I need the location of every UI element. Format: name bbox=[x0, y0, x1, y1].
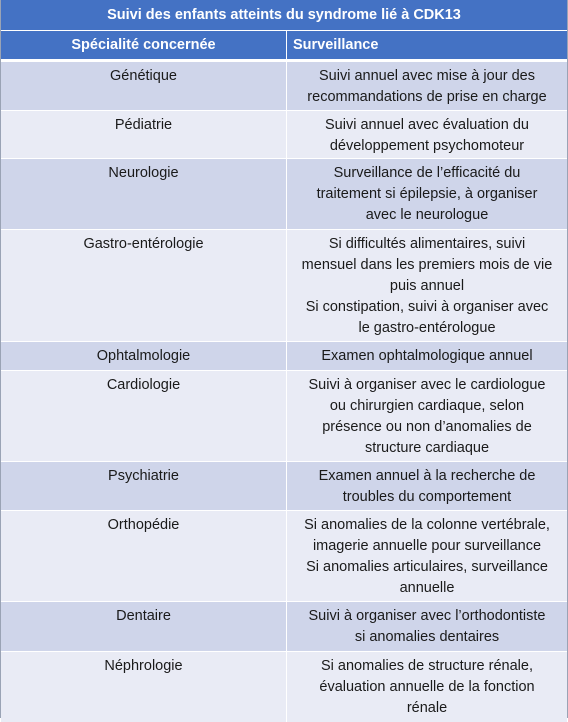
surveillance-line: Examen ophtalmologique annuel bbox=[321, 348, 533, 364]
specialty-cell: Ophtalmologie bbox=[1, 342, 287, 370]
surveillance-line: si anomalies dentaires bbox=[354, 629, 500, 645]
surveillance-line: Suivi annuel avec évaluation du bbox=[325, 117, 529, 133]
table-row bbox=[1, 342, 567, 371]
surveillance-line: troubles du comportement bbox=[342, 489, 512, 505]
specialty-cell: Dentaire bbox=[1, 602, 287, 651]
surveillance-cell bbox=[287, 230, 567, 341]
surveillance-line: Suivi à organiser avec le cardiologue bbox=[308, 377, 546, 393]
surveillance-line: ou chirurgien cardiaque, selon bbox=[329, 398, 525, 414]
surveillance-line: développement psychomoteur bbox=[329, 138, 525, 154]
surveillance-line: annuelle bbox=[399, 580, 455, 596]
surveillance-line: le gastro-entérologue bbox=[358, 320, 496, 336]
surveillance-line: Si anomalies articulaires, surveillance bbox=[306, 559, 548, 575]
surveillance-line: traitement si épilepsie, à organiser bbox=[316, 186, 538, 202]
specialty-cell: Psychiatrie bbox=[1, 462, 287, 510]
surveillance-cell bbox=[287, 159, 567, 229]
surveillance-line: Si constipation, suivi à organiser avec bbox=[305, 299, 549, 315]
surveillance-cell bbox=[287, 111, 567, 158]
table-row bbox=[1, 159, 567, 230]
surveillance-cell bbox=[287, 462, 567, 510]
surveillance-cell bbox=[287, 652, 567, 722]
specialty-cell: Génétique bbox=[1, 62, 287, 110]
table-row bbox=[1, 62, 567, 111]
surveillance-line: recommandations de prise en charge bbox=[307, 89, 547, 105]
surveillance-line: imagerie annuelle pour surveillance bbox=[312, 538, 542, 554]
table-row bbox=[1, 371, 567, 462]
surveillance-cell bbox=[287, 62, 567, 110]
surveillance-cell bbox=[287, 602, 567, 651]
specialty-cell: Neurologie bbox=[1, 159, 287, 229]
table-row bbox=[1, 111, 567, 159]
surveillance-line: évaluation annuelle de la fonction bbox=[319, 679, 535, 695]
surveillance-line: puis annuel bbox=[389, 278, 465, 294]
surveillance-cell bbox=[287, 511, 567, 601]
surveillance-cell bbox=[287, 342, 567, 370]
table-row bbox=[1, 602, 567, 652]
specialty-cell: Orthopédie bbox=[1, 511, 287, 601]
surveillance-line: structure cardiaque bbox=[364, 440, 490, 456]
surveillance-line: Suivi à organiser avec l’orthodontiste bbox=[308, 608, 546, 624]
table-header-row bbox=[1, 31, 567, 62]
surveillance-line: mensuel dans les premiers mois de vie bbox=[301, 257, 553, 273]
table-row bbox=[1, 462, 567, 511]
surveillance-line: Examen annuel à la recherche de bbox=[318, 468, 536, 484]
surveillance-line: Si anomalies de la colonne vertébrale, bbox=[304, 517, 550, 533]
specialty-cell: Cardiologie bbox=[1, 371, 287, 461]
specialty-cell: Gastro-entérologie bbox=[1, 230, 287, 341]
header-specialty: Spécialité concernée bbox=[1, 31, 287, 59]
surveillance-line: Surveillance de l’efficacité du bbox=[333, 165, 521, 181]
surveillance-line: présence ou non d’anomalies de bbox=[322, 419, 532, 435]
table-row bbox=[1, 230, 567, 342]
specialty-cell: Néphrologie bbox=[1, 652, 287, 722]
header-surveillance: Surveillance bbox=[293, 37, 379, 53]
surveillance-line: rénale bbox=[406, 700, 448, 716]
surveillance-line: Si difficultés alimentaires, suivi bbox=[328, 236, 526, 252]
specialty-cell: Pédiatrie bbox=[1, 111, 287, 158]
surveillance-line: Si anomalies de structure rénale, bbox=[321, 658, 533, 674]
table-row bbox=[1, 652, 567, 722]
table-row bbox=[1, 511, 567, 602]
table-title: Suivi des enfants atteints du syndrome lié à CDK13 bbox=[1, 0, 567, 31]
surveillance-line: avec le neurologue bbox=[365, 207, 489, 223]
surveillance-line: Suivi annuel avec mise à jour des bbox=[318, 68, 535, 84]
surveillance-cell bbox=[287, 371, 567, 461]
